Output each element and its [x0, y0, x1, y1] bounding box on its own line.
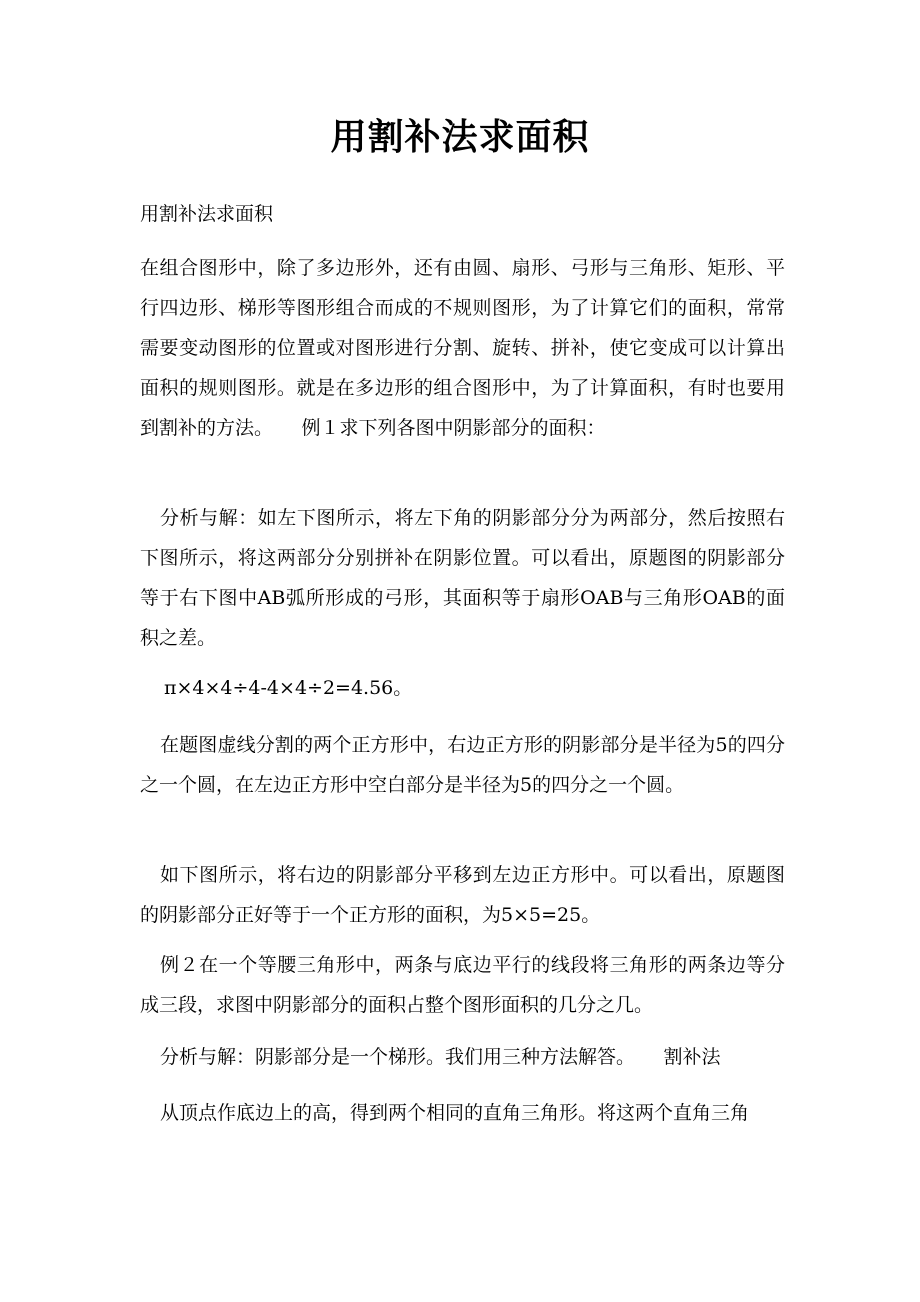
- paragraph-analysis-2: 分析与解：阴影部分是一个梯形。我们用三种方法解答。 割补法: [160, 1046, 721, 1068]
- paragraph-analysis-1: 分析与解：如左下图所示，将左下角的阴影部分分为两部分，然后按照右下图所示，将这两部分分别拼补在阴影位置。可以看出，原题图的阴影部分等于右下图中AB弧所形成的弓形，其面积等于扇形OAB与三角形OAB的面积之差。: [140, 507, 785, 649]
- paragraph-formula: π×4×4÷4-4×4÷2=4.56。: [164, 677, 413, 699]
- paragraph-translate: 如下图所示，将右边的阴影部分平移到左边正方形中。可以看出，原题图的阴影部分正好等于一个正方形的面积，为5×5=25。: [140, 864, 785, 926]
- document-title: 用割补法求面积: [330, 116, 590, 158]
- paragraph-intro: 在组合图形中，除了多边形外，还有由圆、扇形、弓形与三角形、矩形、平行四边形、梯形等图形组合而成的不规则图形，为了计算它们的面积，常常需要变动图形的位置或对图形进行分割、旋转、拼补，使它变成可以计算出面积的规则图形。就是在多边形的组合图形中，为了计算面积，有时也要用到割补的方法。 例１求下列各图中阴影部分的面积：: [140, 257, 785, 439]
- paragraph-squares: 在题图虚线分割的两个正方形中，右边正方形的阴影部分是半径为5的四分之一个圆，在左边正方形中空白部分是半径为5的四分之一个圆。: [140, 734, 785, 796]
- paragraph-example-2: 例２在一个等腰三角形中，两条与底边平行的线段将三角形的两条边等分成三段，求图中阴影部分的面积占整个图形面积的几分之几。: [140, 954, 785, 1016]
- paragraph-altitude: 从顶点作底边上的高，得到两个相同的直角三角形。将这两个直角三角: [160, 1102, 750, 1124]
- document-subtitle: 用割补法求面积: [140, 203, 274, 225]
